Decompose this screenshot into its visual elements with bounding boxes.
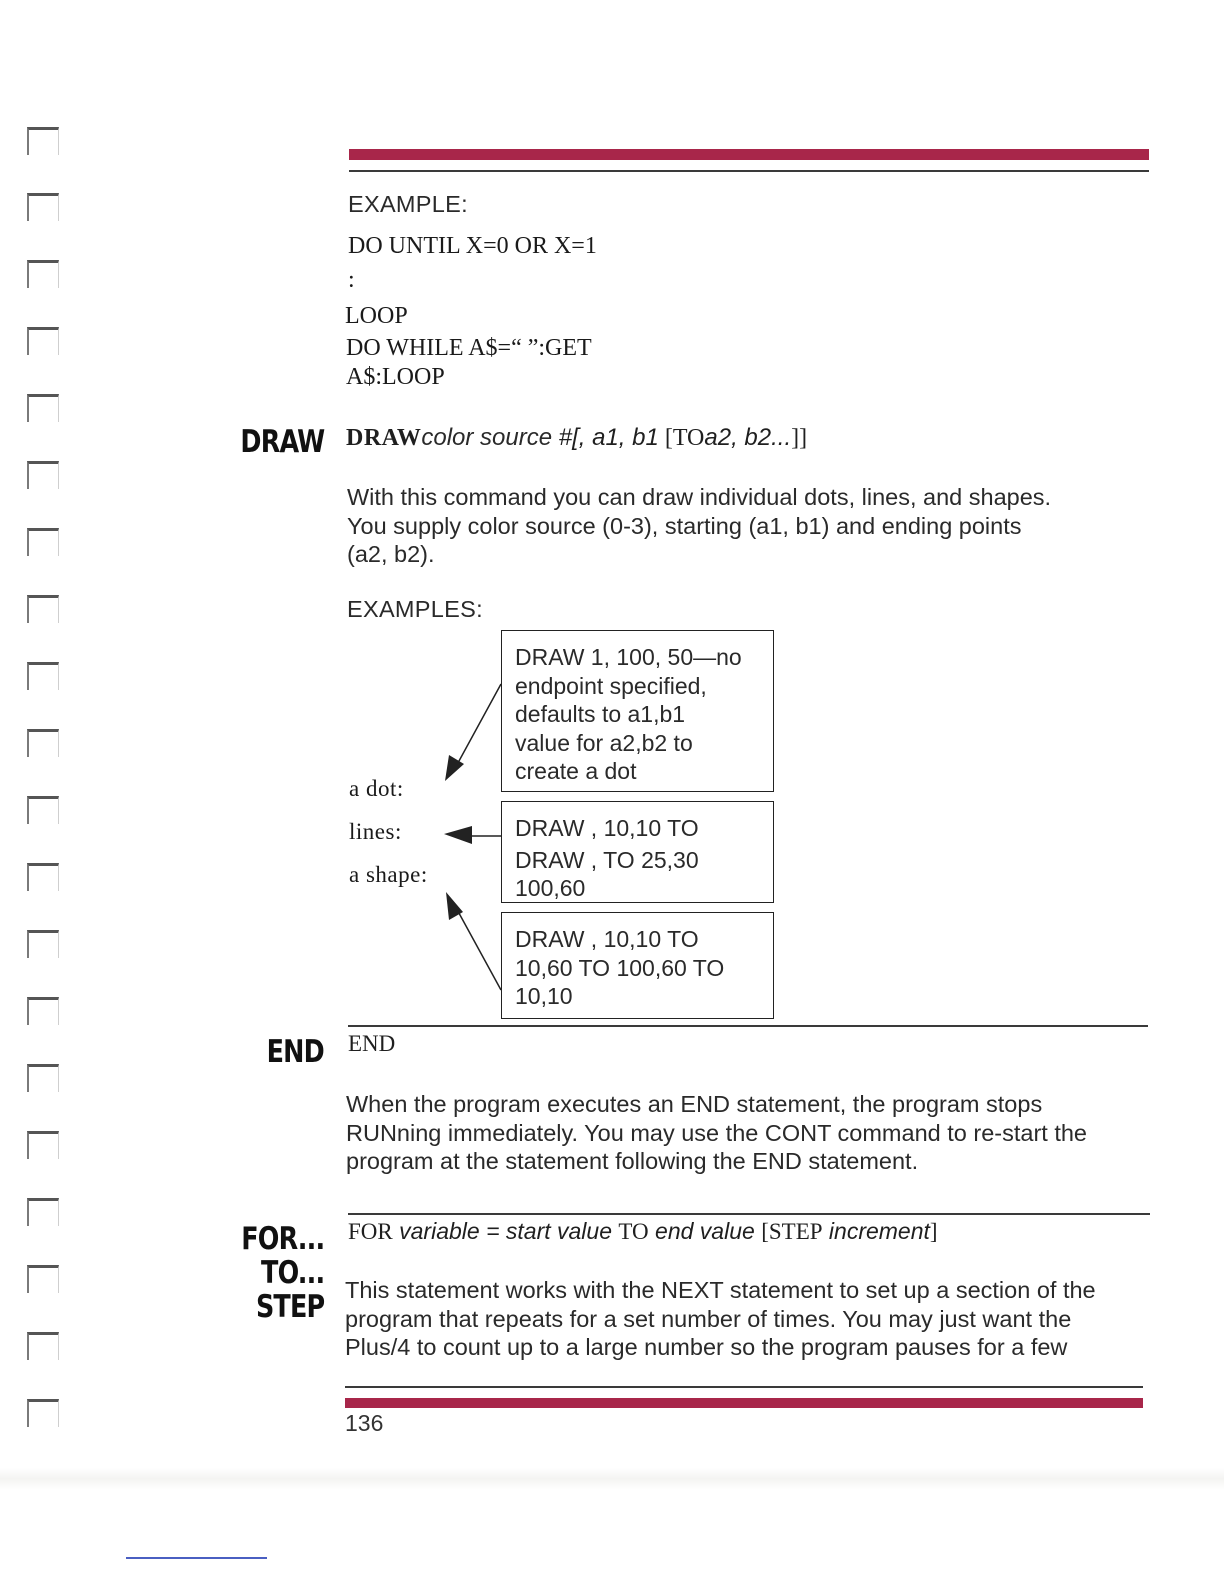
example-label: EXAMPLE: [348, 191, 468, 217]
box-line: DRAW 1, 100, 50—no [515, 644, 742, 670]
box-line: create a dot [515, 758, 637, 784]
box-line: DRAW , TO 25,30 [515, 846, 699, 873]
footer-accent-bar [345, 1398, 1143, 1408]
for-description [345, 1276, 1160, 1362]
label-shape: a shape: [349, 862, 428, 887]
footer-rule [345, 1386, 1143, 1388]
page-number: 136 [345, 1410, 384, 1436]
label-dot: a dot: [349, 776, 404, 801]
page-edge-shadow [0, 1468, 1224, 1490]
heading-line: STEP [255, 1289, 324, 1325]
box-line: DRAW , 10,10 TO [515, 926, 699, 952]
paragraph-line: (a2, b2). [347, 541, 435, 567]
box-line: 10,60 TO 100,60 TO [515, 954, 725, 981]
paragraph-line: With this command you can draw individual dots, lines, and shapes. [347, 484, 1052, 510]
syntax-keyword: [STEP [761, 1219, 823, 1244]
box-line: defaults to a1,b1 [515, 701, 686, 727]
syntax-keyword: TO [618, 1219, 649, 1244]
box-line: 100,60 [515, 875, 586, 901]
syntax-param: color source [421, 424, 553, 451]
box-line: endpoint specified, [515, 672, 707, 699]
box-line: 10,10 [515, 983, 573, 1009]
paragraph-line: Plus/4 to count up to a large number so the program pauses for a few [345, 1334, 1068, 1360]
box-line: DRAW , 10,10 TO [515, 815, 699, 841]
bottom-link-underline [126, 1557, 267, 1559]
syntax-keyword: [TO [658, 425, 705, 451]
paragraph-line: RUNning immediately. You may use the CONT command to re-start the [346, 1119, 1087, 1146]
paragraph-line: program that repeats for a set number of times. You may just want the [345, 1305, 1072, 1332]
section-heading-end: END [266, 1034, 324, 1070]
label-lines: lines: [349, 819, 402, 844]
section-heading-for [241, 1222, 324, 1324]
code-line: DO UNTIL X=0 OR X=1 [348, 233, 597, 259]
section-heading-draw: DRAW [240, 424, 324, 460]
syntax-keyword: FOR [348, 1219, 393, 1244]
for-syntax [348, 1218, 938, 1245]
examples-label: EXAMPLES: [347, 596, 483, 622]
code-line: LOOP [345, 303, 408, 329]
end-syntax: END [348, 1031, 396, 1056]
arrow-dot-head [445, 755, 464, 781]
box-line: value for a2,b2 to [515, 729, 693, 756]
end-description [346, 1090, 1156, 1176]
syntax-param: #[ [552, 424, 579, 451]
syntax-bracket: ] [929, 1219, 938, 1244]
arrow-shape-line [454, 904, 501, 990]
arrow-dot-line [453, 684, 501, 772]
code-line: DO WHILE A$=“ ”:GET [346, 335, 592, 361]
heading-line: FOR... [240, 1221, 324, 1257]
syntax-keyword: DRAW [346, 425, 422, 451]
syntax-param: variable = start value [399, 1218, 613, 1244]
heading-line: TO... [260, 1255, 324, 1291]
section-rule [348, 1025, 1148, 1027]
paragraph-line: You supply color source (0-3), starting (a1, b1) and ending points [347, 512, 1022, 539]
code-line: : [348, 267, 355, 293]
syntax-param: a2, b2... [704, 424, 792, 451]
arrow-lines-head [444, 826, 472, 844]
section-rule [348, 1213, 1150, 1215]
syntax-param: increment [828, 1218, 930, 1244]
syntax-param: end value [655, 1218, 755, 1244]
code-line: A$:LOOP [346, 364, 445, 390]
paragraph-line: program at the statement following the END statement. [346, 1148, 919, 1174]
paragraph-line: This statement works with the NEXT statement to set up a section of the [345, 1277, 1096, 1303]
syntax-param: , a1, b1 [578, 424, 659, 451]
syntax-bracket: ]] [791, 425, 808, 451]
paragraph-line: When the program executes an END statement, the program stops [346, 1091, 1043, 1117]
